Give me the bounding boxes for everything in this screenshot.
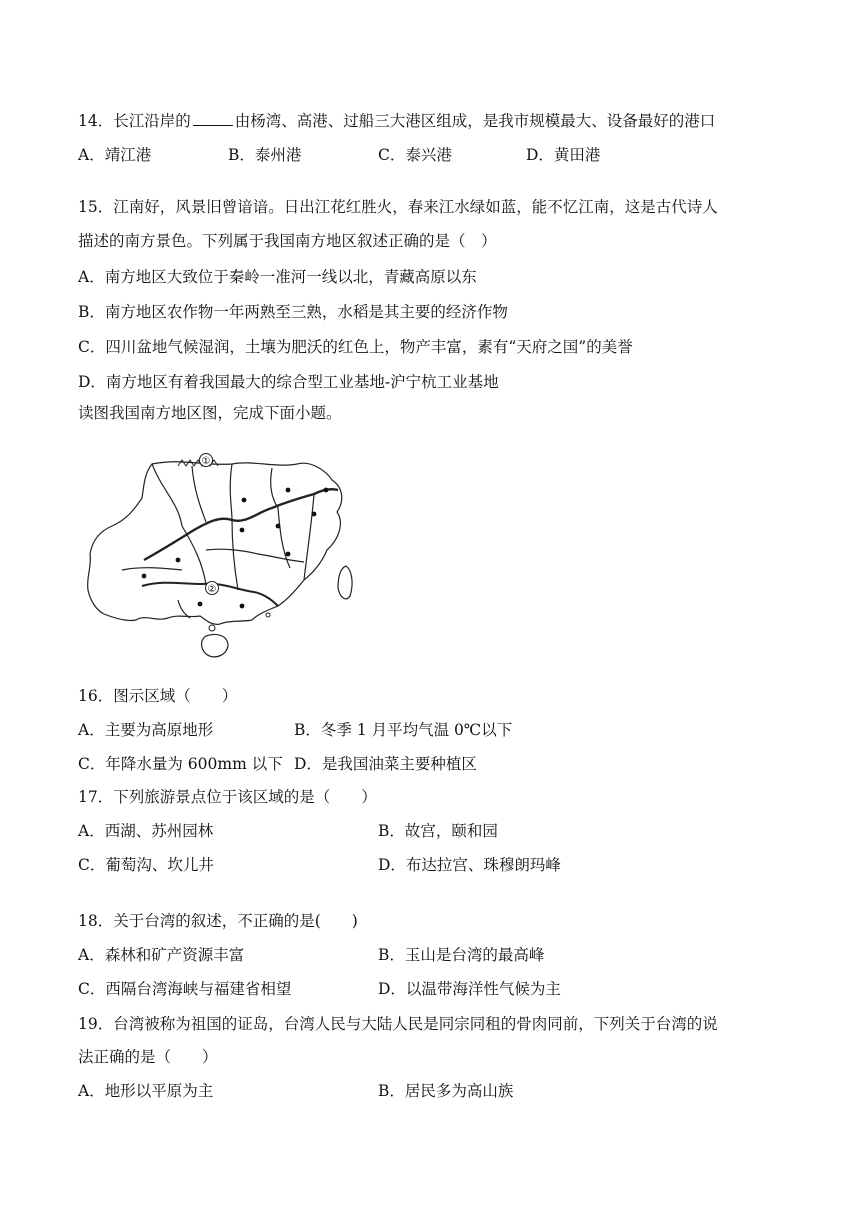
q18-option-a: A．森林和矿产资源丰富: [78, 946, 245, 964]
south-china-map: [82, 450, 372, 670]
q19-option-b: B．居民多为高山族: [378, 1082, 514, 1100]
q16-option-d: D．是我国油菜主要种植区: [294, 755, 477, 773]
q14-stem-part2: 由杨湾、高港、过船三大港区组成，是我市规模最大、设备最好的港口: [234, 112, 716, 130]
q16-option-b: B．冬季 1 月平均气温 0℃以下: [294, 721, 513, 739]
q16-option-c: C．年降水量为 600mm 以下: [78, 755, 283, 773]
q15-option-b: B．南方地区农作物一年两熟至三熟，水稻是其主要的经济作物: [78, 303, 508, 321]
q19-stem-line1: 19．台湾被称为祖国的证岛，台湾人民与大陆人民是同宗同租的骨肉同前，下列关于台湾的说: [78, 1015, 718, 1033]
q19-stem-line2: 法正确的是（ ）: [78, 1048, 218, 1066]
q15-stem-line2: 描述的南方景色。下列属于我国南方地区叙述正确的是（ ）: [78, 232, 497, 250]
q17-option-d: D．布达拉宫、珠穆朗玛峰: [378, 856, 561, 874]
q14-option-a: A．靖江港: [78, 146, 152, 164]
q14-stem-part1: 14．长江沿岸的: [78, 112, 191, 130]
q15-stem-line1: 15．江南好，风景旧曾谙谙。日出江花红胜火，春来江水绿如蓝，能不忆江南，这是古代诗人: [78, 198, 718, 216]
yangtze-river: [144, 489, 338, 560]
q14-answer-blank: [193, 111, 233, 126]
q18-option-c: C．西隔台湾海峡与福建省相望: [78, 980, 292, 998]
q14-option-d: D．黄田港: [526, 146, 601, 164]
taiwan-island: [338, 566, 352, 599]
q14-stem: [78, 110, 715, 132]
q15-option-d: D．南方地区有着我国最大的综合型工业基地-沪宁杭工业基地: [78, 373, 499, 391]
q14-option-c: C．泰兴港: [378, 146, 452, 164]
map-outline: [88, 462, 342, 625]
map-label-1: ①: [201, 456, 211, 467]
q15-option-c: C．四川盆地气候湿润，土壤为肥沃的红色上，物产丰富，素有“天府之国”的美誉: [78, 338, 633, 356]
q17-option-a: A．西湖、苏州园林: [78, 822, 214, 840]
q17-option-c: C．葡萄沟、坎儿井: [78, 856, 214, 874]
q17-option-b: B．故宫，颐和园: [378, 822, 498, 840]
q19-option-a: A．地形以平原为主: [78, 1082, 214, 1100]
q17-stem: 17．下列旅游景点位于该区域的是（ ）: [78, 788, 377, 806]
map-label-2: ②: [207, 584, 217, 595]
q14-option-b: B．泰州港: [228, 146, 302, 164]
q18-option-d: D．以温带海洋性气候为主: [378, 980, 561, 998]
q16-stem: 16．图示区域（ ）: [78, 687, 238, 705]
q18-option-b: B．玉山是台湾的最高峰: [378, 946, 545, 964]
q15-option-a: A．南方地区大致位于秦岭一准河一线以北，青藏高原以东: [78, 268, 477, 286]
q16-option-a: A．主要为高原地形: [78, 721, 214, 739]
map-intro: 读图我国南方地区图，完成下面小题。: [78, 404, 342, 422]
q18-stem: 18．关于台湾的叙述，不正确的是( ): [78, 912, 358, 930]
hainan-island: [202, 634, 229, 656]
